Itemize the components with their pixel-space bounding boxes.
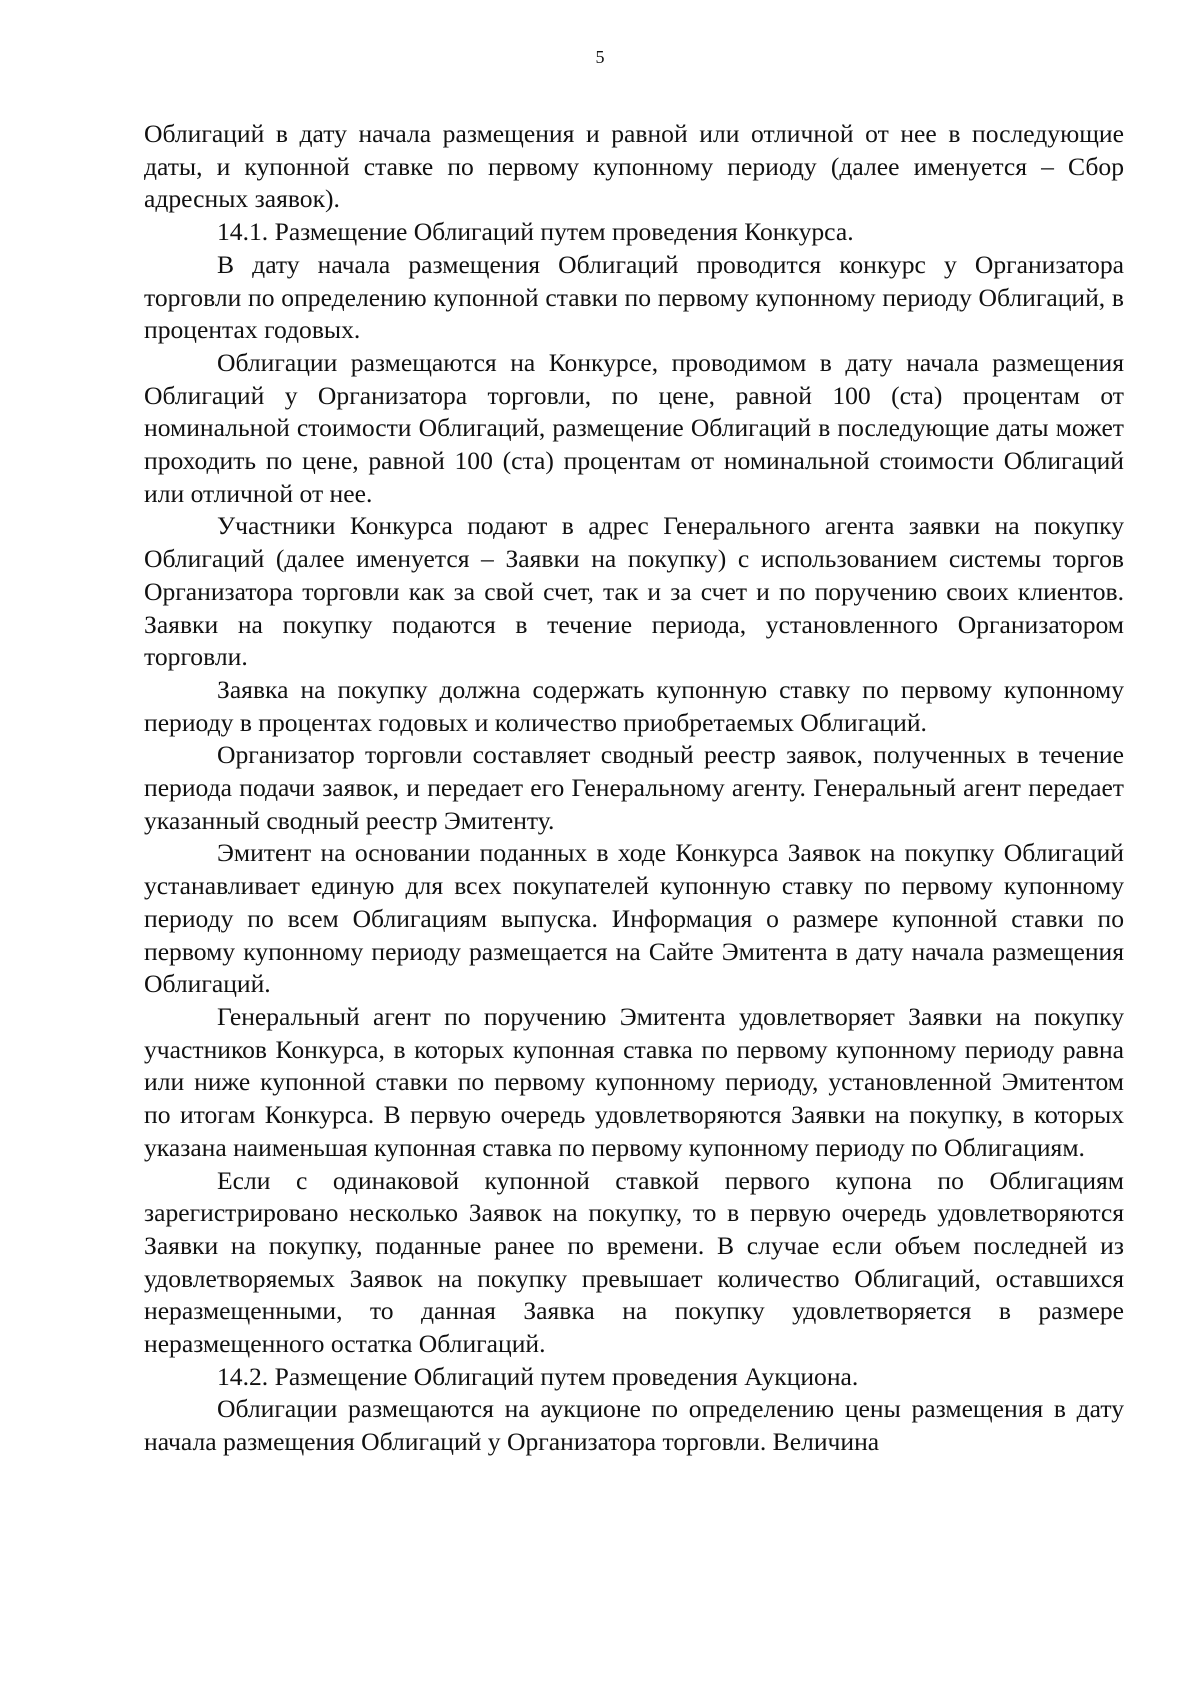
paragraph: Эмитент на основании поданных в ходе Конкурса Заявок на покупку Облигаций устанавливает единую для всех покупателей купонную ставку по первому купонному периоду по всем Облигациям выпуска. Информация о размере купонной ставки по первому купонному периоду размещается на Сайте Эмитента в дату начала размещения Облигаций. — [144, 838, 1124, 999]
paragraph: В дату начала размещения Облигаций проводится конкурс у Организатора торговли по определению купонной ставки по первому купонному периоду Облигаций, в процентах годовых. — [144, 249, 1124, 345]
page-number: 5 — [595, 47, 605, 67]
section-heading-14-2: 14.2. Размещение Облигаций путем проведения Аукциона. — [217, 1361, 859, 1391]
document-body — [144, 118, 1124, 1459]
paragraph: Облигации размещаются на аукционе по определению цены размещения в дату начала размещения Облигаций у Организатора торговли. Величина — [144, 1394, 1124, 1457]
paragraph: Заявка на покупку должна содержать купонную ставку по первому купонному периоду в процентах годовых и количество приобретаемых Облигаций. — [144, 674, 1124, 737]
paragraph: Генеральный агент по поручению Эмитента удовлетворяет Заявки на покупку участников Конкурса, в которых купонная ставка по первому купонному периоду равна или ниже купонной ставки по первому купонному периоду, установленной Эмитентом по итогам Конкурса. В первую очередь удовлетворяются Заявки на покупку, в которых указана наименьшая купонная ставка по первому купонному периоду по Облигациям. — [144, 1001, 1124, 1162]
section-heading-14-1: 14.1. Размещение Облигаций путем проведения Конкурса. — [217, 217, 854, 247]
paragraph: Организатор торговли составляет сводный реестр заявок, полученных в течение периода подачи заявок, и передает его Генеральному агенту. Генеральный агент передает указанный сводный реестр Эмитенту. — [144, 740, 1124, 835]
paragraph: Участники Конкурса подают в адрес Генерального агента заявки на покупку Облигаций (далее именуется – Заявки на покупку) с использованием системы торгов Организатора торговли как за свой счет, так и за счет и по поручению своих клиентов. Заявки на покупку подаются в течение периода, установленного Организатором торговли. — [144, 511, 1124, 672]
paragraph-continuation: Облигаций в дату начала размещения и равной или отличной от нее в последующие даты, и купонной ставке по первому купонному периоду (далее именуется – Сбор адресных заявок). — [144, 119, 1124, 214]
paragraph: Облигации размещаются на Конкурсе, проводимом в дату начала размещения Облигаций у Организатора торговли, по цене, равной 100 (ста) процентам от номинальной стоимости Облигаций, размещение Облигаций в последующие даты может проходить по цене, равной 100 (ста) процентам от номинальной стоимости Облигаций или отличной от нее. — [144, 347, 1124, 508]
paragraph: Если с одинаковой купонной ставкой первого купона по Облигациям зарегистрировано несколько Заявок на покупку, то в первую очередь удовлетворяются Заявки на покупку, поданные ранее по времени. В случае если объем последней из удовлетворяемых Заявок на покупку превышает количество Облигаций, оставшихся неразмещенными, то данная Заявка на покупку удовлетворяется в размере неразмещенного остатка Облигаций. — [144, 1165, 1124, 1359]
